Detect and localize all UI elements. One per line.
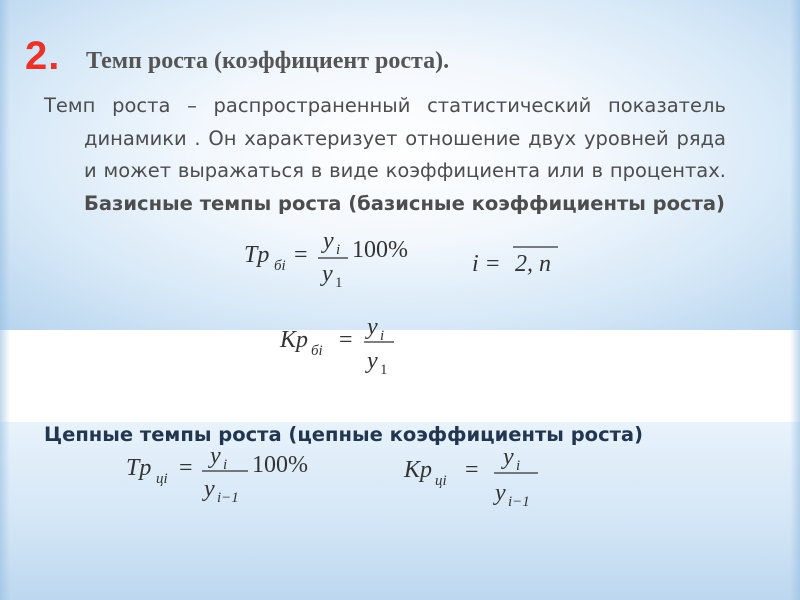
chain-rates-heading: Цепные темпы роста (цепные коэффициенты роста) — [44, 423, 643, 446]
slide-edge-right — [790, 0, 800, 600]
formula-index-range — [470, 240, 570, 280]
formula-chain-growth-coefficient — [404, 442, 554, 516]
formula-percent-factor: 100% — [252, 452, 308, 478]
formula-lhs-subscript: цi — [435, 473, 447, 489]
formula-lhs-subscript: бi — [274, 258, 286, 274]
background-bottom — [0, 422, 800, 600]
formula-lhs-subscript: цi — [156, 471, 168, 487]
slide-number: 2. — [25, 34, 61, 78]
formula-denominator-subscript: i−1 — [508, 494, 530, 510]
formula-numerator: y — [367, 314, 378, 340]
formula-base-growth-coefficient — [280, 312, 410, 382]
formula-numerator: y — [503, 444, 514, 470]
formula-percent-factor: 100% — [352, 237, 408, 263]
formula-numerator: y — [210, 443, 221, 469]
formula-numerator-subscript: i — [336, 242, 341, 258]
formula-denominator: y — [322, 261, 333, 287]
index-variable: i — [472, 251, 479, 277]
index-range-value: 2, n — [515, 251, 551, 277]
formula-chain-growth-rate — [126, 444, 316, 516]
formula-numerator-subscript: i — [516, 458, 521, 474]
definition-text: Темп роста – распространенный статистический показатель динамики . Он характеризует отношение двух уровней ряда и может выражаться в виде коэффициента или в процентах. — [44, 94, 726, 182]
base-rates-heading: Базисные темпы роста (базисные коэффициенты роста) — [84, 191, 725, 215]
formula-numerator: y — [323, 228, 334, 254]
formula-equals: = — [179, 455, 193, 481]
formula-denominator: y — [204, 476, 215, 502]
formula-denominator: y — [495, 480, 506, 506]
formula-equals: = — [339, 327, 353, 353]
formula-numerator-subscript: i — [223, 457, 228, 473]
formula-base-growth-rate — [244, 228, 419, 294]
index-equals: = — [486, 251, 500, 277]
formula-lhs: Tp — [244, 242, 270, 268]
slide-title: Темп роста (коэффициент роста). — [86, 48, 450, 74]
formula-lhs: Kp — [404, 457, 433, 483]
formula-denominator: y — [367, 348, 378, 374]
definition-paragraph — [44, 90, 726, 220]
formula-lhs: Tp — [126, 455, 152, 481]
formula-lhs: Kp — [280, 327, 309, 353]
formula-lhs-subscript: бi — [311, 343, 323, 359]
formula-denominator-subscript: 1 — [335, 275, 343, 291]
formula-equals: = — [465, 457, 479, 483]
formula-denominator-subscript: i−1 — [217, 490, 239, 506]
formula-equals: = — [294, 242, 308, 268]
formula-denominator-subscript: 1 — [380, 362, 388, 378]
slide-edge-left — [0, 0, 10, 600]
formula-numerator-subscript: i — [380, 328, 385, 344]
